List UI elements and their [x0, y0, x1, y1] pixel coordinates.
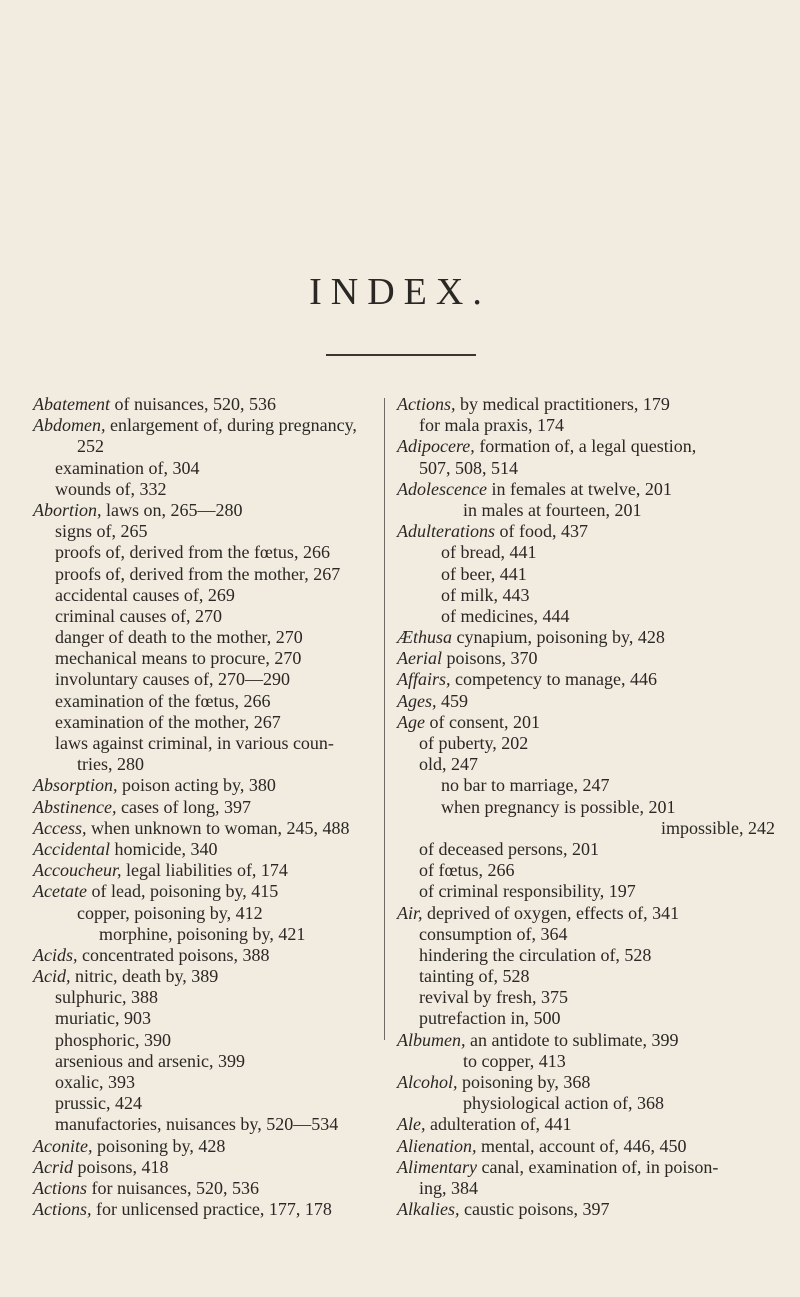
entry-heading: Æthusa — [397, 627, 453, 648]
index-entry — [33, 881, 378, 902]
index-entry — [397, 585, 777, 606]
entry-text: consumption of, 364 — [419, 923, 568, 944]
index-entry — [33, 818, 378, 839]
entry-heading: Acrid — [33, 1156, 73, 1177]
entry-text: of nuisances, 520, 536 — [109, 394, 276, 414]
entry-text: for mala praxis, 174 — [419, 415, 564, 436]
index-entry — [397, 945, 777, 966]
index-entry — [397, 966, 777, 987]
entry-text: wounds of, 332 — [55, 478, 167, 499]
entry-heading: Adipocere, — [397, 436, 475, 457]
entry-text: of consent, 201 — [424, 711, 540, 732]
title-rule — [326, 354, 476, 356]
index-entry — [33, 775, 378, 796]
index-entry — [397, 839, 777, 860]
entry-heading: Ale, — [397, 1114, 426, 1135]
entry-text: poison acting by, 380 — [117, 775, 276, 796]
index-entry — [33, 987, 378, 1008]
entry-text: of food, 437 — [495, 521, 588, 542]
entry-text: impossible, 242 — [660, 817, 775, 838]
entry-text: accidental causes of, 269 — [55, 584, 235, 605]
index-entry — [33, 1157, 378, 1178]
entry-text: mechanical means to procure, 270 — [55, 648, 302, 669]
entry-text: legal liabilities of, 174 — [121, 860, 288, 881]
index-entry — [33, 1072, 378, 1093]
index-entry — [33, 542, 378, 563]
entry-heading: Alimentary — [397, 1156, 477, 1177]
entry-heading: Adolescence — [397, 478, 487, 499]
index-entry — [33, 1114, 378, 1135]
index-entry — [33, 754, 378, 775]
index-entry — [397, 1008, 777, 1029]
index-entry — [397, 860, 777, 881]
index-entry — [397, 606, 777, 627]
entry-heading: Acetate — [33, 881, 87, 902]
entry-text: homicide, 340 — [109, 838, 218, 859]
entry-heading: Age — [397, 711, 425, 732]
index-entry — [397, 627, 777, 648]
index-entry — [33, 521, 378, 542]
index-entry — [397, 797, 777, 818]
index-entry — [33, 860, 378, 881]
index-entry — [397, 542, 777, 563]
index-entry — [33, 1051, 378, 1072]
index-entry — [33, 1093, 378, 1114]
entry-text: putrefaction in, 500 — [419, 1008, 561, 1029]
index-entry — [33, 648, 378, 669]
entry-text: canal, examination of, in poison- — [476, 1156, 719, 1177]
index-entry — [33, 903, 378, 924]
entry-text: of fœtus, 266 — [419, 860, 515, 881]
entry-text: laws against criminal, in various coun- — [55, 733, 334, 753]
index-entry — [397, 648, 777, 669]
entry-text: ing, 384 — [419, 1177, 479, 1198]
entry-text: of bread, 441 — [441, 542, 537, 563]
index-entry — [397, 1051, 777, 1072]
index-entry — [397, 903, 777, 924]
entry-text: poisons, 418 — [73, 1156, 169, 1177]
entry-heading: Alcohol, — [397, 1072, 458, 1092]
entry-text: criminal causes of, 270 — [55, 605, 222, 626]
left-column — [33, 394, 378, 1220]
index-entry — [33, 606, 378, 627]
index-entry — [397, 691, 777, 712]
index-entry — [397, 1199, 777, 1220]
entry-heading: Actions, — [33, 1199, 92, 1220]
entry-text: old, 247 — [419, 754, 479, 775]
index-entry — [33, 1178, 378, 1199]
entry-text: in males at fourteen, 201 — [463, 499, 642, 520]
index-entry — [33, 458, 378, 479]
index-entry — [397, 500, 777, 521]
entry-text: of puberty, 202 — [419, 733, 529, 753]
entry-heading: Alkalies, — [397, 1199, 460, 1220]
page-title: INDEX. — [309, 271, 491, 313]
index-entry — [397, 775, 777, 796]
index-entry — [397, 458, 777, 479]
index-entry — [33, 839, 378, 860]
entry-text: examination of the fœtus, 266 — [55, 690, 271, 711]
entry-text: proofs of, derived from the fœtus, 266 — [55, 542, 330, 563]
entry-heading: Abdomen, — [33, 415, 106, 436]
entry-text: for unlicensed practice, 177, 178 — [91, 1199, 332, 1220]
entry-text: of deceased persons, 201 — [419, 838, 599, 859]
entry-text: for nuisances, 520, 536 — [87, 1177, 259, 1198]
entry-text: tries, 280 — [77, 754, 144, 775]
entry-text: poisoning by, 368 — [457, 1072, 591, 1092]
index-entry — [33, 1136, 378, 1157]
index-entry — [397, 479, 777, 500]
entry-text: poisons, 370 — [442, 648, 538, 669]
entry-text: when pregnancy is possible, 201 — [441, 796, 676, 817]
entry-text: oxalic, 393 — [55, 1072, 135, 1092]
entry-heading: Alienation, — [397, 1135, 477, 1156]
entry-heading: Abatement — [33, 394, 110, 414]
entry-heading: Absorption, — [33, 775, 118, 796]
index-entry — [33, 564, 378, 585]
index-entry — [397, 1072, 777, 1093]
entry-text: of lead, poisoning by, 415 — [86, 881, 279, 902]
entry-text: cynapium, poisoning by, 428 — [452, 627, 665, 648]
entry-heading: Abortion, — [33, 499, 102, 520]
entry-text: physiological action of, 368 — [463, 1093, 664, 1114]
index-entry — [33, 733, 378, 754]
entry-text: morphine, poisoning by, 421 — [99, 923, 306, 944]
entry-text: no bar to marriage, 247 — [441, 775, 610, 796]
entry-heading: Aconite, — [33, 1135, 93, 1156]
index-entry — [33, 669, 378, 690]
index-entry — [397, 1136, 777, 1157]
entry-text: arsenious and arsenic, 399 — [55, 1050, 245, 1071]
entry-text: concentrated poisons, 388 — [77, 944, 270, 965]
entry-text: prussic, 424 — [55, 1093, 142, 1114]
entry-text: examination of, 304 — [55, 457, 200, 478]
entry-text: poisoning by, 428 — [92, 1135, 226, 1156]
entry-text: examination of the mother, 267 — [55, 711, 281, 732]
entry-heading: Affairs, — [397, 669, 451, 690]
entry-text: 252 — [77, 436, 104, 457]
index-entry — [33, 436, 378, 457]
entry-heading: Access, — [33, 817, 87, 838]
index-entry — [397, 1114, 777, 1135]
entry-text: adulteration of, 441 — [425, 1114, 572, 1135]
index-entry — [33, 585, 378, 606]
entry-heading: Aerial — [397, 648, 442, 669]
index-entry — [33, 1008, 378, 1029]
entry-text: enlargement of, during pregnancy, — [105, 415, 357, 436]
index-entry — [397, 1178, 777, 1199]
entry-heading: Abstinence, — [33, 796, 117, 817]
index-entry — [397, 394, 777, 415]
entry-text: of medicines, 444 — [441, 605, 570, 626]
index-entry — [33, 479, 378, 500]
index-entry — [33, 966, 378, 987]
index-entry — [397, 818, 777, 839]
entry-text: sulphuric, 388 — [55, 987, 158, 1008]
entry-text: by medical practitioners, 179 — [455, 394, 670, 414]
index-entry — [33, 691, 378, 712]
entry-heading: Air, — [397, 902, 423, 923]
index-entry — [397, 733, 777, 754]
index-entry — [397, 1030, 777, 1051]
entry-heading: Albumen, — [397, 1029, 466, 1050]
entry-text: mental, account of, 446, 450 — [476, 1135, 687, 1156]
entry-text: 459 — [436, 690, 468, 711]
entry-text: revival by fresh, 375 — [419, 987, 568, 1008]
entry-text: of milk, 443 — [441, 584, 530, 605]
entry-text: deprived of oxygen, effects of, 341 — [422, 902, 680, 923]
entry-text: tainting of, 528 — [419, 966, 530, 987]
entry-text: 507, 508, 514 — [419, 457, 518, 478]
index-entry — [397, 712, 777, 733]
index-entry — [33, 924, 378, 945]
entry-heading: Actions — [33, 1177, 87, 1198]
index-entry — [397, 415, 777, 436]
index-entry — [33, 1030, 378, 1051]
entry-text: signs of, 265 — [55, 521, 148, 542]
index-entry — [33, 500, 378, 521]
index-entry — [33, 945, 378, 966]
entry-heading: Accoucheur, — [33, 860, 122, 881]
entry-text: of criminal responsibility, 197 — [419, 881, 636, 902]
index-entry — [397, 754, 777, 775]
entry-text: of beer, 441 — [441, 563, 527, 584]
index-entry — [397, 669, 777, 690]
index-entry — [33, 797, 378, 818]
entry-text: hindering the circulation of, 528 — [419, 944, 652, 965]
index-entry — [397, 1157, 777, 1178]
index-entry — [397, 436, 777, 457]
entry-text: muriatic, 903 — [55, 1008, 151, 1029]
entry-heading: Actions, — [397, 394, 456, 414]
index-entry — [397, 521, 777, 542]
index-entry — [33, 712, 378, 733]
entry-text: proofs of, derived from the mother, 267 — [55, 563, 341, 584]
entry-heading: Adulterations — [397, 521, 495, 542]
entry-text: when unknown to woman, 245, 488 — [86, 817, 350, 838]
entry-text: caustic poisons, 397 — [459, 1199, 610, 1220]
entry-text: phosphoric, 390 — [55, 1029, 171, 1050]
index-entry — [33, 415, 378, 436]
index-entry — [397, 881, 777, 902]
column-divider — [384, 398, 385, 1040]
entry-text: danger of death to the mother, 270 — [55, 627, 303, 648]
entry-heading: Ages, — [397, 690, 437, 711]
entry-text: cases of long, 397 — [116, 796, 251, 817]
entry-text: competency to manage, 446 — [450, 669, 657, 690]
entry-heading: Acids, — [33, 944, 78, 965]
entry-heading: Accidental — [33, 838, 110, 859]
entry-text: manufactories, nuisances by, 520—534 — [55, 1114, 339, 1135]
entry-text: nitric, death by, 389 — [70, 966, 219, 987]
entry-text: to copper, 413 — [463, 1050, 566, 1071]
right-column — [397, 394, 777, 1220]
index-entry — [397, 987, 777, 1008]
entry-text: involuntary causes of, 270—290 — [55, 669, 290, 690]
entry-text: an antidote to sublimate, 399 — [465, 1029, 679, 1050]
entry-text: laws on, 265—280 — [101, 499, 243, 520]
index-entry — [33, 1199, 378, 1220]
index-entry — [397, 564, 777, 585]
index-entry — [33, 394, 378, 415]
index-entry — [33, 627, 378, 648]
entry-heading: Acid, — [33, 966, 71, 987]
index-entry — [397, 924, 777, 945]
index-entry — [397, 1093, 777, 1114]
entry-text: in females at twelve, 201 — [486, 478, 672, 499]
entry-text: copper, poisoning by, 412 — [77, 902, 263, 923]
entry-text: formation of, a legal question, — [474, 436, 697, 457]
